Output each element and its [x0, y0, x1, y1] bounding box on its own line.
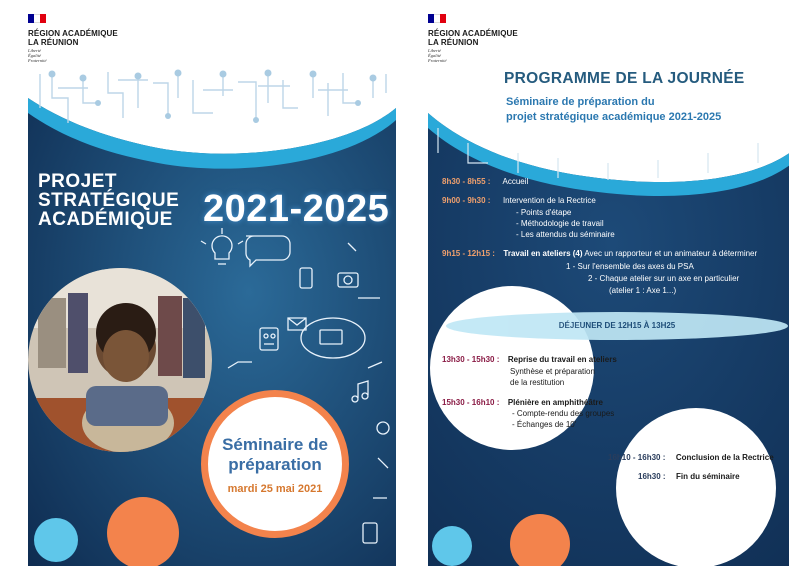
- pleniere-item-2: - Échanges de 10': [512, 420, 577, 429]
- region-logo-right: [428, 14, 588, 74]
- republic-motto: [428, 48, 447, 63]
- cover-years: 2021-2025: [203, 188, 390, 230]
- schedule-reprise: [442, 355, 617, 364]
- label-fin: Fin du séminaire: [676, 472, 740, 481]
- label-pleniere: Plénière en amphithéâtre: [507, 398, 603, 407]
- motto-liberte: Liberté: [428, 48, 441, 53]
- seminar-title-line1: Séminaire de: [222, 435, 328, 454]
- time-ateliers: 9h15 - 12h15 :: [442, 249, 495, 258]
- program-heading: PROGRAMME DE LA JOURNÉE: [504, 70, 745, 87]
- motto-egalite: Égalité: [28, 53, 41, 58]
- motto-fraternite: Fraternité: [28, 58, 47, 63]
- schedule-accueil: [442, 177, 528, 186]
- title-line-2: STRATÉGIQUE: [38, 190, 180, 211]
- label-reprise: Reprise du travail en ateliers: [507, 355, 617, 364]
- seminar-badge: [201, 390, 349, 538]
- seminar-date: mardi 25 mai 2021: [227, 483, 323, 495]
- region-name-line1: RÉGION ACADÉMIQUE: [28, 29, 118, 38]
- republic-motto: [28, 48, 47, 63]
- lunch-banner: [446, 312, 788, 340]
- time-reprise: 13h30 - 15h30 :: [442, 355, 500, 364]
- motto-egalite: Égalité: [428, 53, 441, 58]
- lunch-text: DÉJEUNER DE 12H15 À 13H25: [558, 321, 676, 330]
- ateliers-item-1: 1 - Sur l'ensemble des axes du PSA: [566, 262, 694, 271]
- french-flag-icon: [28, 14, 46, 23]
- time-accueil: 8h30 - 8h55 :: [442, 177, 491, 186]
- title-line-3: ACADÉMIQUE: [38, 209, 173, 230]
- time-recteur: 9h00 - 9h30 :: [442, 196, 491, 205]
- region-name-line2: LA RÉUNION: [428, 38, 479, 47]
- cover-panel: [28, 0, 396, 566]
- schedule-recteur: [442, 196, 596, 205]
- schedule-conclusion: [608, 453, 774, 462]
- recteur-item-3: - Les attendus du séminaire: [516, 230, 615, 239]
- ateliers-item-2: 2 - Chaque atelier sur un axe en particulier: [588, 274, 740, 283]
- time-fin: 16h30 :: [638, 472, 666, 481]
- recteur-item-2: - Méthodologie de travail: [516, 219, 604, 228]
- schedule-pleniere: [442, 398, 603, 407]
- region-logo: [28, 14, 188, 74]
- french-flag-icon: [428, 14, 446, 23]
- cover-background: [28, 68, 396, 566]
- note-ateliers: Avec un rapporteur et un animateur à déterminer: [584, 249, 758, 258]
- schedule-ateliers: [442, 249, 757, 258]
- ateliers-item-3: (atelier 1 : Axe 1...): [609, 286, 677, 295]
- reprise-item-1: Synthèse et préparation: [510, 367, 595, 376]
- label-ateliers: Travail en ateliers (4): [503, 249, 583, 258]
- title-line-1: PROJET: [38, 171, 118, 192]
- program-subtitle-line2: projet stratégique académique 2021-2025: [506, 111, 722, 123]
- label-recteur: Intervention de la Rectrice: [502, 196, 596, 205]
- label-accueil: Accueil: [502, 177, 529, 186]
- seminar-title-line2: préparation: [228, 455, 322, 474]
- label-conclusion: Conclusion de la Rectrice: [675, 453, 774, 462]
- pleniere-item-1: - Compte-rendu des groupes: [512, 409, 615, 418]
- schedule-fin: [638, 472, 740, 481]
- program-subtitle-line1: Séminaire de préparation du: [506, 96, 655, 108]
- motto-liberte: Liberté: [28, 48, 41, 53]
- time-conclusion: 16h10 - 16h30 :: [608, 453, 666, 462]
- program-panel: [428, 0, 789, 566]
- time-pleniere: 15h30 - 16h10 :: [442, 398, 500, 407]
- region-name-line1: RÉGION ACADÉMIQUE: [428, 29, 518, 38]
- reprise-item-2: de la restitution: [510, 378, 565, 387]
- motto-fraternite: Fraternité: [428, 58, 447, 63]
- cover-title: [38, 172, 179, 229]
- region-name-line2: LA RÉUNION: [28, 38, 79, 47]
- recteur-item-1: - Points d'étape: [516, 208, 572, 217]
